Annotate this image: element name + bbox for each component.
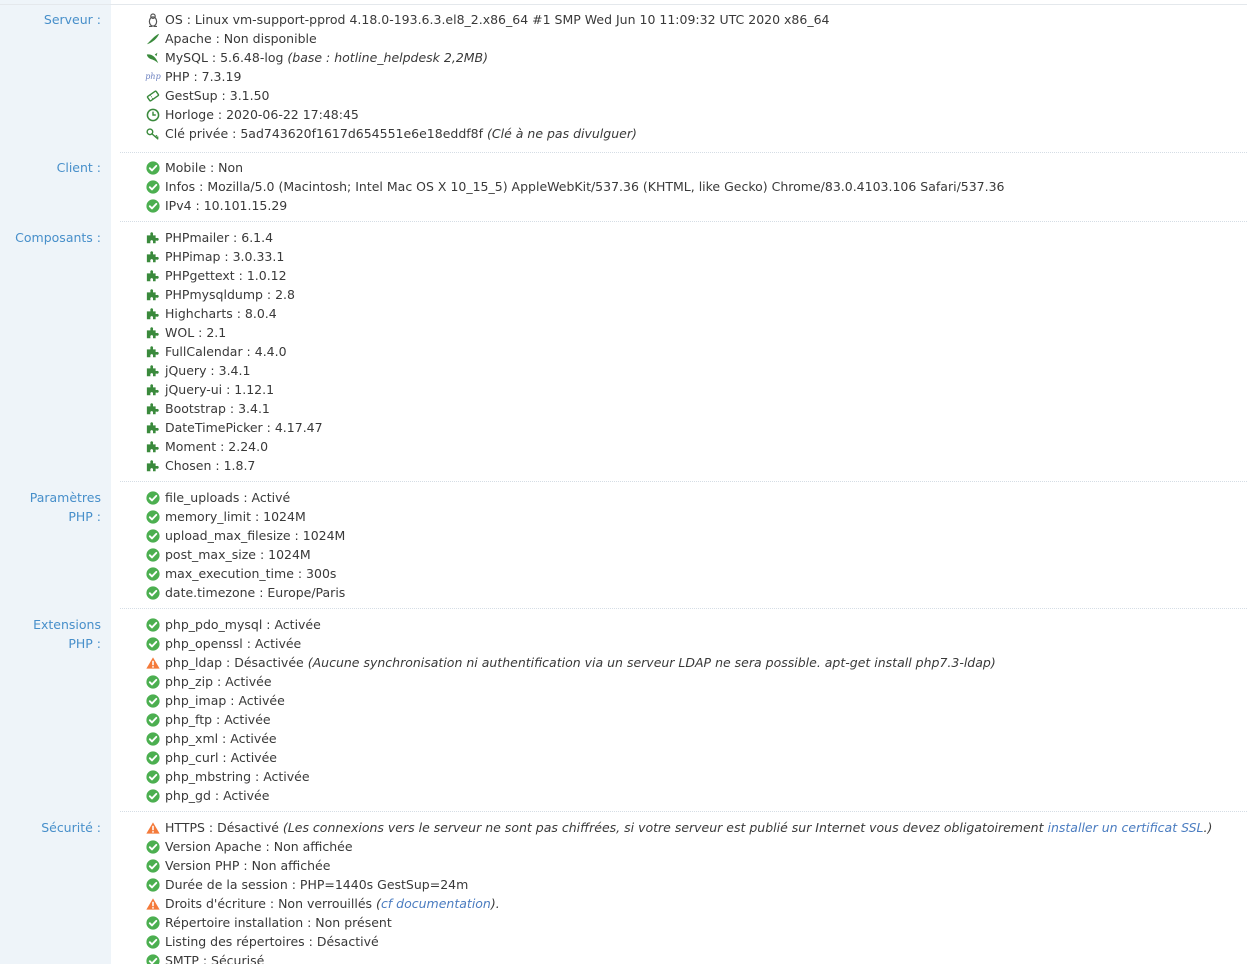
php-extension-item-8 [146,767,996,786]
section-label-server: Serveur : [43,12,101,27]
check-circle-icon [146,618,160,632]
php-param-item-3 [146,545,345,564]
section-label-php-extensions [0,615,101,653]
component-item-9 [146,399,323,418]
php-extension-item-1 [146,634,996,653]
php-extension-item-5 [146,710,996,729]
section-divider [120,152,1247,153]
php-param-item-1-text: memory_limit : 1024M [165,509,306,524]
key-icon [146,127,160,141]
clock-icon [146,108,160,122]
component-item-0 [146,228,323,247]
component-item-2 [146,266,323,285]
php-param-item-0-text: file_uploads : Activé [165,490,291,505]
check-circle-icon [146,548,160,562]
component-item-5 [146,323,323,342]
puzzle-piece-icon [146,288,160,302]
client-item-1-text: Infos : Mozilla/5.0 (Macintosh; Intel Mac OS X 10_15_5) AppleWebKit/537.36 (KHTML, like Gecko) Chrome/83.0.4103.106 Safari/537.36 [165,179,1005,194]
section-label-php-params [0,488,101,526]
security-write-note-post: ). [490,896,500,911]
php-extension-item-4 [146,691,996,710]
check-circle-icon [146,859,160,873]
security-apache-version-text: Version Apache : Non affichée [165,839,353,854]
check-circle-icon [146,935,160,949]
ssl-certificate-link[interactable]: installer un certificat SSL [1047,820,1204,835]
label-line-2: PHP : [68,509,101,524]
server-php-text: PHP : 7.3.19 [165,69,242,84]
check-circle-icon [146,675,160,689]
security-https-note-pre: (Les connexions vers le serveur ne sont pas chiffrées, si votre serveur est publié sur Internet vous devez obligatoirement [282,820,1044,835]
label-line-1: Paramètres [29,490,101,505]
server-os-text: OS : Linux vm-support-pprod 4.18.0-193.6.3.el8_2.x86_64 #1 SMP Wed Jun 10 11:09:32 UTC 2020 x86_64 [165,12,830,27]
check-circle-icon [146,751,160,765]
security-session [146,875,1212,894]
security-write-rights [146,894,1212,913]
component-item-6 [146,342,323,361]
component-item-8-text: jQuery-ui : 1.12.1 [165,382,275,397]
php-extension-item-5-text: php_ftp : Activée [165,712,271,727]
check-circle-icon [146,770,160,784]
client-item-0 [146,158,1005,177]
warning-icon [146,897,160,911]
server-php [146,67,830,86]
security-smtp-text: SMTP : Sécurisé [165,953,265,964]
component-item-10 [146,418,323,437]
php-logo-icon: php [145,72,161,81]
server-clock [146,105,830,124]
section-divider [120,481,1247,482]
puzzle-piece-icon [146,231,160,245]
check-circle-icon [146,732,160,746]
server-apache-text: Apache : Non disponible [165,31,317,46]
php-param-item-0 [146,488,345,507]
top-divider [0,4,1247,5]
section-divider [120,811,1247,812]
php-extension-item-3-text: php_zip : Activée [165,674,272,689]
security-smtp [146,951,1212,964]
server-gestsup [146,86,830,105]
component-item-1-text: PHPimap : 3.0.33.1 [165,249,285,264]
server-gestsup-text: GestSup : 3.1.50 [165,88,270,103]
linux-tux-icon [146,13,160,27]
php-extension-item-2-text: php_ldap : Désactivée [165,655,304,670]
php-extension-item-1-text: php_openssl : Activée [165,636,302,651]
server-key-note: (Clé à ne pas divulguer) [487,126,637,141]
section-label-security: Sécurité : [41,820,101,835]
security-php-version [146,856,1212,875]
php-extension-item-8-text: php_mbstring : Activée [165,769,310,784]
server-key [146,124,830,143]
component-item-1 [146,247,323,266]
php-extension-item-9-text: php_gd : Activée [165,788,270,803]
php-param-item-4-text: max_execution_time : 300s [165,566,337,581]
php-param-item-4 [146,564,345,583]
check-circle-icon [146,713,160,727]
php-extension-item-3 [146,672,996,691]
warning-icon [146,656,160,670]
server-mysql-note: (base : hotline_helpdesk 2,2MB) [287,50,489,65]
puzzle-piece-icon [146,364,160,378]
component-item-12 [146,456,323,475]
component-item-6-text: FullCalendar : 4.4.0 [165,344,287,359]
ticket-icon [146,89,160,103]
component-item-5-text: WOL : 2.1 [165,325,227,340]
section-server [0,10,1247,153]
server-mysql [146,48,830,67]
puzzle-piece-icon [146,383,160,397]
php-extension-item-7 [146,748,996,767]
section-label-client: Client : [56,160,101,175]
security-dir-listing [146,932,1212,951]
section-label-components: Composants : [15,230,101,245]
php-extension-item-6-text: php_xml : Activée [165,731,277,746]
section-divider [120,221,1247,222]
server-apache [146,29,830,48]
security-https-text: HTTPS : Désactivé [165,820,279,835]
component-item-3-text: PHPmysqldump : 2.8 [165,287,295,302]
server-os [146,10,830,29]
security-https [146,818,1212,837]
client-item-2 [146,196,1005,215]
php-param-item-2-text: upload_max_filesize : 1024M [165,528,346,543]
security-session-text: Durée de la session : PHP=1440s GestSup=24m [165,877,469,892]
puzzle-piece-icon [146,250,160,264]
check-circle-icon [146,510,160,524]
check-circle-icon [146,637,160,651]
check-circle-icon [146,694,160,708]
section-divider [120,608,1247,609]
mysql-dolphin-icon [146,51,160,65]
client-item-1 [146,177,1005,196]
component-item-7-text: jQuery : 3.4.1 [165,363,251,378]
check-circle-icon [146,180,160,194]
check-circle-icon [146,199,160,213]
security-install-dir-text: Répertoire installation : Non présent [165,915,392,930]
client-item-0-text: Mobile : Non [165,160,244,175]
puzzle-piece-icon [146,459,160,473]
section-security [0,818,1247,964]
puzzle-piece-icon [146,345,160,359]
component-item-8 [146,380,323,399]
check-circle-icon [146,161,160,175]
puzzle-piece-icon [146,440,160,454]
check-circle-icon [146,789,160,803]
security-dir-listing-text: Listing des répertoires : Désactivé [165,934,379,949]
puzzle-piece-icon [146,307,160,321]
security-https-note [283,818,1212,837]
warning-icon [146,821,160,835]
section-php-params [0,488,1247,609]
php-extension-item-7-text: php_curl : Activée [165,750,277,765]
check-circle-icon [146,567,160,581]
section-client [0,158,1247,222]
php-param-item-1 [146,507,345,526]
security-install-dir [146,913,1212,932]
server-key-text: Clé privée : 5ad743620f1617d654551e6e18eddf8f [165,126,484,141]
php-extension-item-2 [146,653,996,672]
php-extension-item-6 [146,729,996,748]
check-circle-icon [146,954,160,964]
component-item-11 [146,437,323,456]
puzzle-piece-icon [146,402,160,416]
php-extension-item-0 [146,615,996,634]
php-extension-item-0-text: php_pdo_mysql : Activée [165,617,321,632]
check-circle-icon [146,878,160,892]
check-circle-icon [146,840,160,854]
server-mysql-text: MySQL : 5.6.48-log [165,50,284,65]
label-line-1: Extensions [33,617,101,632]
php-param-item-3-text: post_max_size : 1024M [165,547,311,562]
security-write-note [376,894,500,913]
php-extension-item-4-text: php_imap : Activée [165,693,285,708]
apache-feather-icon [146,32,160,46]
puzzle-piece-icon [146,326,160,340]
component-item-7 [146,361,323,380]
php-param-item-5 [146,583,345,602]
component-item-3 [146,285,323,304]
check-circle-icon [146,586,160,600]
security-https-note-post: .) [1203,820,1213,835]
component-item-10-text: DateTimePicker : 4.17.47 [165,420,323,435]
component-item-0-text: PHPmailer : 6.1.4 [165,230,274,245]
security-php-version-text: Version PHP : Non affichée [165,858,331,873]
php-param-item-5-text: date.timezone : Europe/Paris [165,585,346,600]
security-write-note-pre: ( [376,896,381,911]
component-item-12-text: Chosen : 1.8.7 [165,458,256,473]
section-php-extensions [0,615,1247,812]
component-item-2-text: PHPgettext : 1.0.12 [165,268,287,283]
component-item-4 [146,304,323,323]
label-line-2: PHP : [68,636,101,651]
documentation-link[interactable]: cf documentation [380,896,491,911]
component-item-11-text: Moment : 2.24.0 [165,439,269,454]
php-param-item-2 [146,526,345,545]
check-circle-icon [146,529,160,543]
security-apache-version [146,837,1212,856]
php-extension-item-2-note: (Aucune synchronisation ni authentification via un serveur LDAP ne sera possible. apt-get install php7.3-ldap) [307,655,996,670]
client-item-2-text: IPv4 : 10.101.15.29 [165,198,288,213]
server-clock-text: Horloge : 2020-06-22 17:48:45 [165,107,359,122]
puzzle-piece-icon [146,421,160,435]
check-circle-icon [146,491,160,505]
security-write-text: Droits d'écriture : Non verrouillés [165,896,373,911]
check-circle-icon [146,916,160,930]
section-components [0,228,1247,482]
puzzle-piece-icon [146,269,160,283]
php-extension-item-9 [146,786,996,805]
component-item-4-text: Highcharts : 8.0.4 [165,306,277,321]
component-item-9-text: Bootstrap : 3.4.1 [165,401,270,416]
